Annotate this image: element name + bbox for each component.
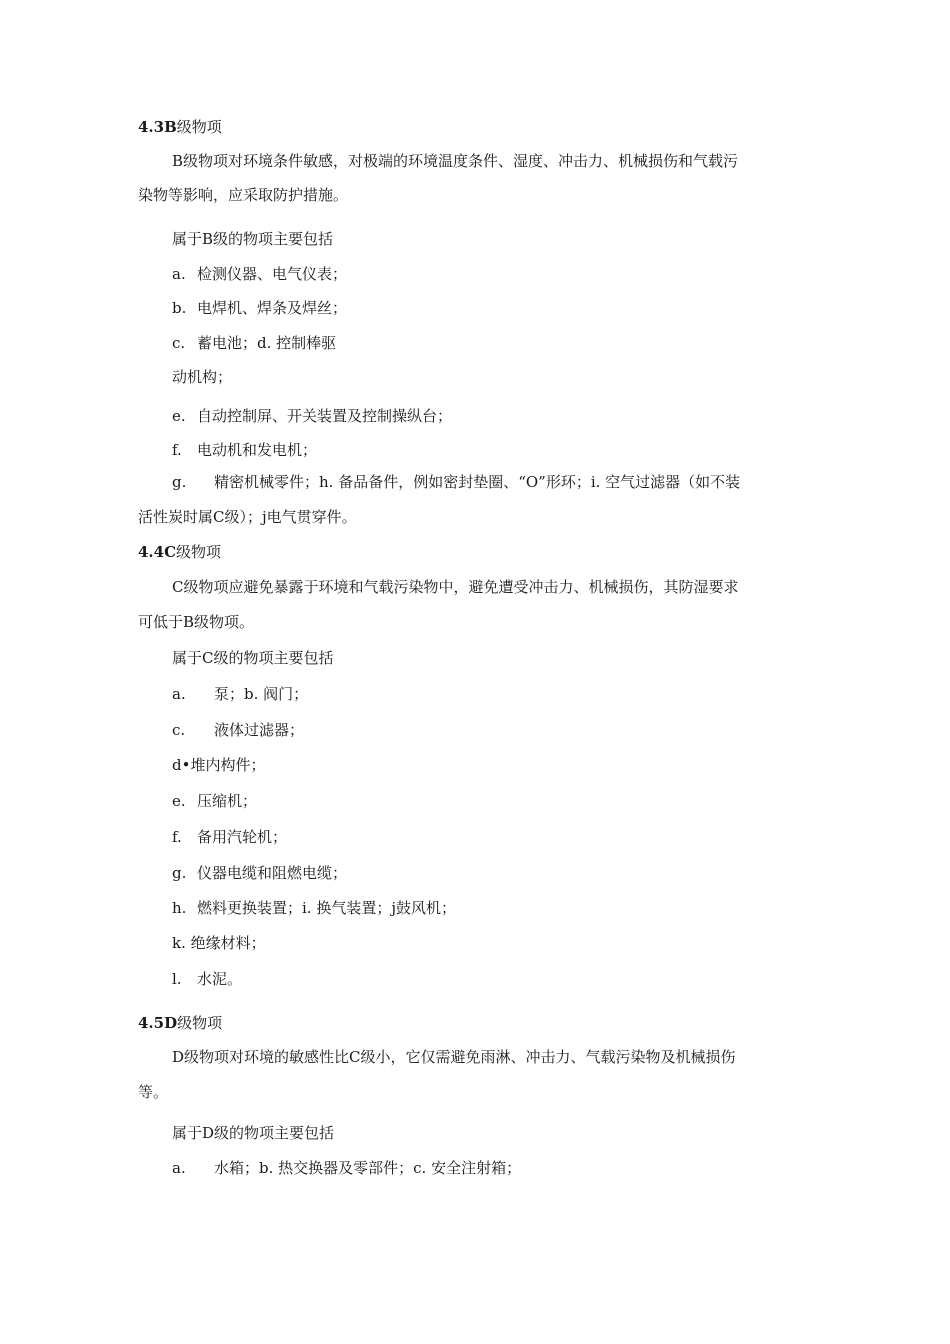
section-title: 级物项 [176,543,222,561]
section-4-4-heading [138,542,221,562]
list-intro: 属于C级的物项主要包括 [172,649,334,667]
paragraph-line: B级物项对环境条件敏感，对极端的环境温度条件、湿度、冲击力、机械损伤和气载污 [172,152,739,170]
list-intro: 属于D级的物项主要包括 [172,1124,335,1142]
list-item: h. 燃料更换装置；i. 换气装置；j鼓风机； [172,899,456,917]
list-item: g. 精密机械零件；h. 备品备件，例如密封垫圈、“O”形环；i. 空气过滤器（如不装 [172,473,741,491]
list-item: a. 水箱；b. 热交换器及零部件；c. 安全注射箱； [172,1159,522,1177]
section-4-5-heading [138,1013,222,1033]
list-item: k. 绝缘材料； [172,934,266,952]
paragraph-line: 可低于B级物项。 [138,613,255,631]
list-intro: 属于B级的物项主要包括 [172,230,334,248]
list-item: f. 电动机和发电机； [172,441,318,459]
paragraph-line: 等。 [138,1083,169,1101]
list-item: l. 水泥。 [172,970,243,988]
list-item: e. 压缩机； [172,792,258,810]
list-item: d•堆内构件； [172,756,266,774]
list-item-continuation: 动机构； [172,368,233,386]
list-item: c. 液体过滤器； [172,721,305,739]
paragraph-line: D级物项对环境的敏感性比C级小，它仅需避免雨淋、冲击力、气载污染物及机械损伤 [172,1048,736,1066]
section-4-3-heading [138,117,222,137]
list-item: b. 电焊机、焊条及焊丝； [172,299,348,317]
paragraph-line: C级物项应避免暴露于环境和气载污染物中，避免遭受冲击力、机械损伤，其防湿要求 [172,578,739,596]
section-title: 级物项 [177,1014,223,1032]
section-title: 级物项 [176,118,222,136]
list-item: e. 自动控制屏、开关装置及控制操纵台； [172,407,453,425]
list-item: f. 备用汽轮机； [172,828,288,846]
section-number: 4.3B [138,118,177,136]
list-item-continuation: 活性炭时属C级）；j电气贯穿件。 [138,508,357,526]
section-number: 4.4C [138,543,177,561]
paragraph-line: 染物等影响，应采取防护措施。 [138,186,349,204]
list-item: a. 检测仪器、电气仪表； [172,265,348,283]
list-item: g. 仪器电缆和阻燃电缆； [172,864,348,882]
list-item: a. 泵；b. 阀门； [172,685,309,703]
section-number: 4.5D [138,1014,178,1032]
list-item: c. 蓄电池；d. 控制棒驱 [172,334,337,352]
